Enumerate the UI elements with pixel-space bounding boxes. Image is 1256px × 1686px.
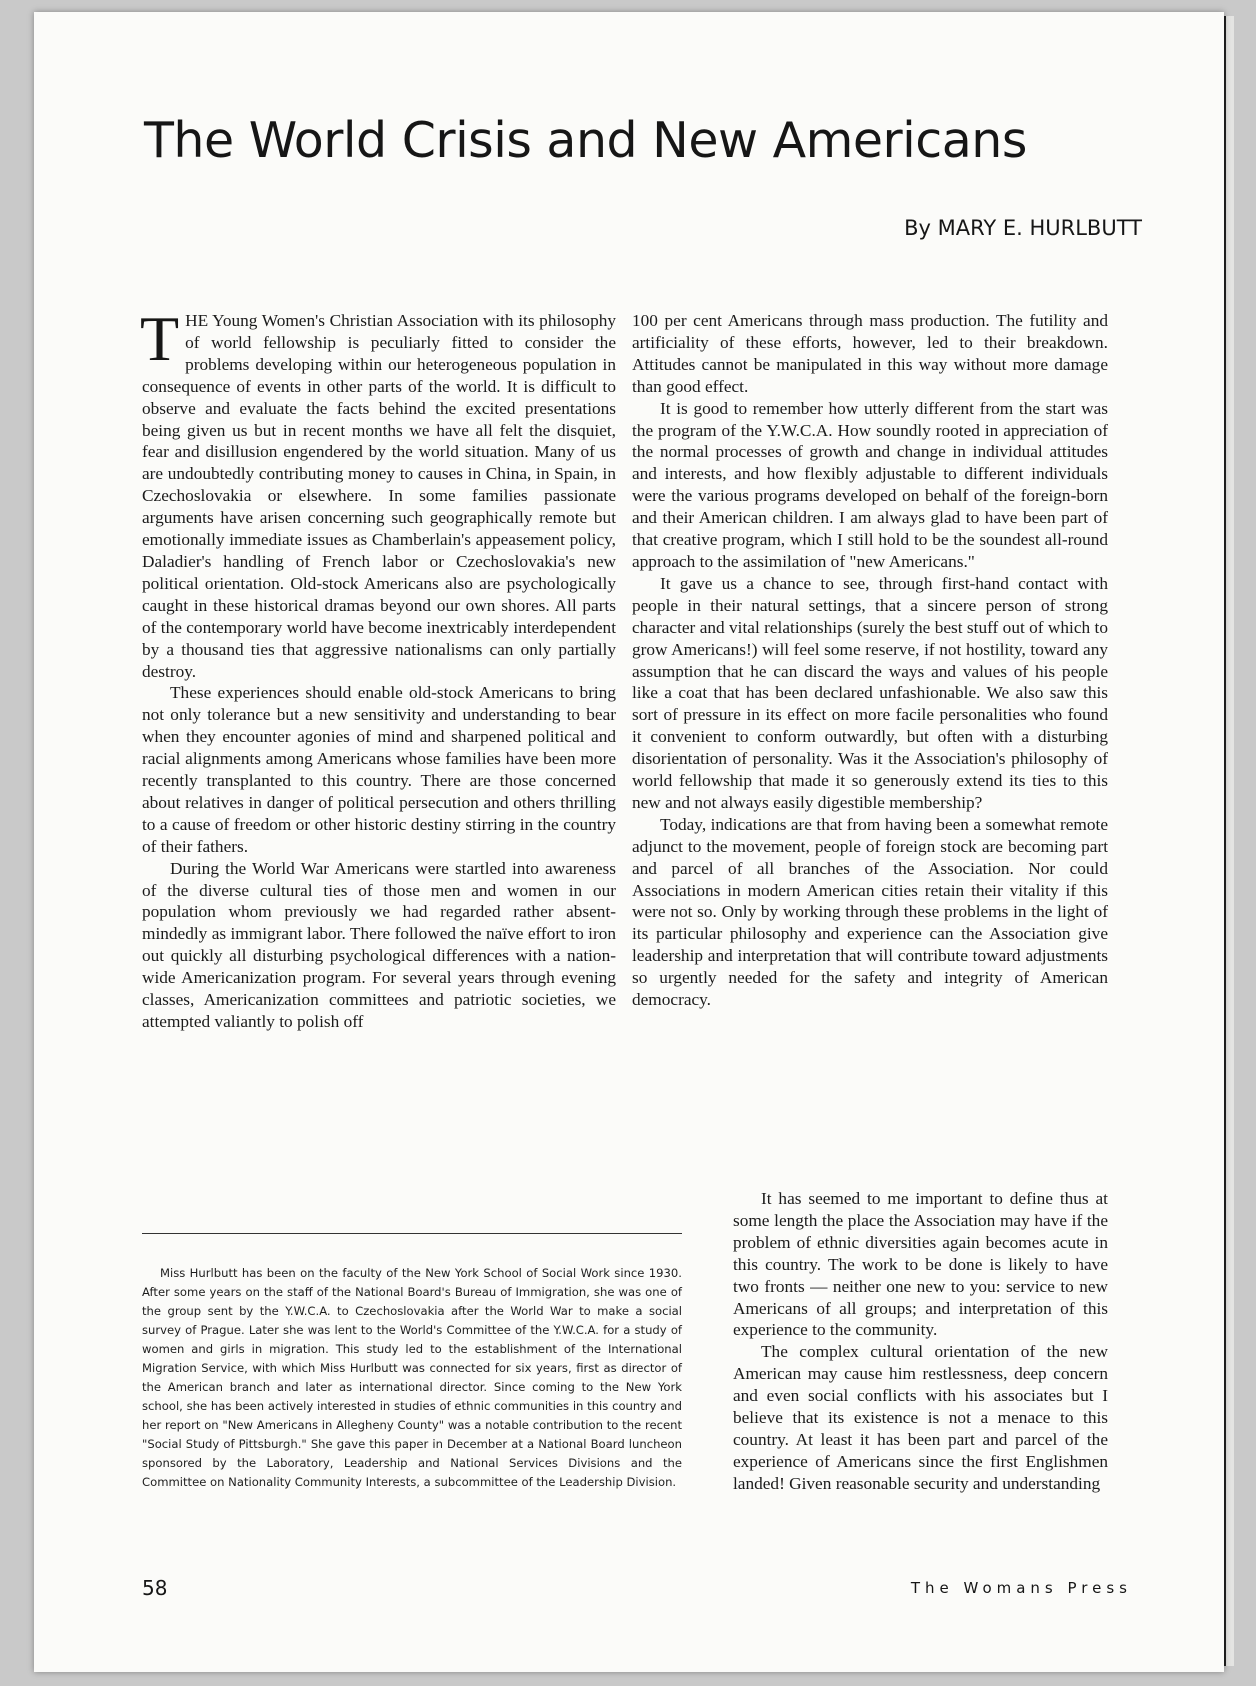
right-lower-text-column bbox=[733, 1188, 1108, 1495]
paragraph: It is good to remember how utterly different from the start was the program of the Y.W.C.A. How soundly rooted in appreciation of the normal processes of growth and change in individual attitudes and interests, and how flexibly adjustable to different individuals were the various programs developed on behalf of the foreign-born and their American children. I am always glad to have been part of that creative program, which I still hold to be the soundest all-round approach to the assimilation of "new Americans." bbox=[632, 398, 1108, 571]
paragraph: The complex cultural orientation of the new American may cause him restlessness, deep concern and even social conflicts with his associates but I believe that its existence is not a menace to this country. At least it has been part and parcel of the experience of Americans since the first Englishmen landed! Given reasonable security and understanding bbox=[733, 1342, 1108, 1493]
paragraph-text: HE Young Women's Christian Association with its philosophy of world fellowship is peculiarly fitted to consider the problems developing within our heterogeneous population in consequence of events in other parts of the world. It is difficult to observe and evaluate the facts behind the excited presentations being given us but in recent months we have all felt the disquiet, fear and disillusion engendered by the world situation. Many of us are undoubtedly contributing money to causes in China, in Spain, in Czechoslovakia or elsewhere. In some families passionate arguments have arisen concerning such geographically remote but emotionally immediate issues as Chamberlain's appeasement policy, Daladier's handling of French labor or Czechoslovakia's new political orientation. Old-stock Americans also are psychologically caught in these historical dramas beyond our own shores. All parts of the contemporary world have become inextricably interdependent by a thousand ties that aggressive nationalisms can only partially destroy. bbox=[142, 311, 616, 681]
paragraph: During the World War Americans were startled into awareness of the diverse cultural ties of those men and women in our population whom previously we had regarded rather absent-mindedly as immigrant labor. There followed the naïve effort to iron out quickly all disturbing psychological differences with a nation-wide Americanization program. For several years through evening classes, Americanization committees and patriotic societies, we attempted valiantly to polish off bbox=[142, 858, 616, 1031]
page-number: 58 bbox=[142, 1576, 168, 1600]
next-page-edge bbox=[1224, 16, 1234, 1666]
author-byline: By MARY E. HURLBUTT bbox=[904, 216, 1142, 240]
paragraph bbox=[140, 303, 616, 682]
drop-cap: T bbox=[140, 303, 180, 374]
footnote-divider bbox=[142, 1233, 682, 1234]
paragraph: Today, indications are that from having been a somewhat remote adjunct to the movement, people of foreign stock are becoming part and parcel of all branches of the Association. Nor could Associations in modern American cities retain their vitality if this were not so. Only by working through these problems in the light of its particular philosophy and experience can the Association give leadership and interpretation that will contribute toward adjustments so urgently needed for the safety and integrity of American democracy. bbox=[632, 814, 1108, 1010]
paragraph: It gave us a chance to see, through first-hand contact with people in their natural settings, that a sincere person of strong character and vital relationships (surely the best stuff out of which to grow Americans!) will feel some reserve, if not hostility, toward any assumption that he can discard the ways and values of his people like a coat that has been declared unfashionable. We also saw this sort of pressure in its effect on more facile personalities who found it convenient to conform outwardly, but often with a disturbing disorientation of personality. Was it the Association's philosophy of world fellowship that made it so generously extend its ties to this new and not always easily digestible membership? bbox=[632, 573, 1108, 812]
author-footnote: Miss Hurlbutt has been on the faculty of the New York School of Social Work since 1930. After some years on the staff of the National Board's Bureau of Immigration, she was one of the group sent by the Y.W.C.A. to Czechoslovakia after the World War to make a social survey of Prague. Later she was lent to the World's Committee of the Y.W.C.A. for a study of women and girls in migration. This study led to the establishment of the International Migration Service, with which Miss Hurlbutt was connected for six years, first as director of the American branch and later as international director. Since coming to the New York school, she has been actively interested in studies of ethnic communities in this country and her report on "New Americans in Allegheny County" was a notable contribution to the recent "Social Study of Pittsburgh." She gave this paper in December at a National Board luncheon sponsored by the Laboratory, Leadership and National Services Divisions and the Committee on Nationality Community Interests, a subcommittee of the Leadership Division. bbox=[142, 1266, 682, 1489]
paragraph: It has seemed to me important to define thus at some length the place the Association may have if the problem of ethnic diversities again becomes acute in this country. The work to be done is likely to have two fronts — neither one new to you: service to new Americans of all groups; and interpretation of this experience to the community. bbox=[733, 1189, 1108, 1340]
article-title: The World Crisis and New Americans bbox=[144, 112, 1027, 169]
magazine-page bbox=[34, 12, 1224, 1672]
paragraph: These experiences should enable old-stock Americans to bring not only tolerance but a new sensitivity and understanding to bear when they encounter agonies of mind and sharpened political and racial alignments among Americans whose families have been more recently transplanted to this country. There are those concerned about relatives in danger of political persecution and others thrilling to a cause of freedom or other historic destiny stirring in the country of their fathers. bbox=[142, 683, 616, 856]
publication-name: The Womans Press bbox=[910, 1579, 1132, 1597]
right-text-column bbox=[632, 310, 1108, 1011]
left-text-column bbox=[140, 303, 616, 1033]
paragraph: 100 per cent Americans through mass production. The futility and artificiality of these efforts, however, led to their breakdown. Attitudes cannot be manipulated in this way without more damage than good effect. bbox=[632, 311, 1108, 396]
